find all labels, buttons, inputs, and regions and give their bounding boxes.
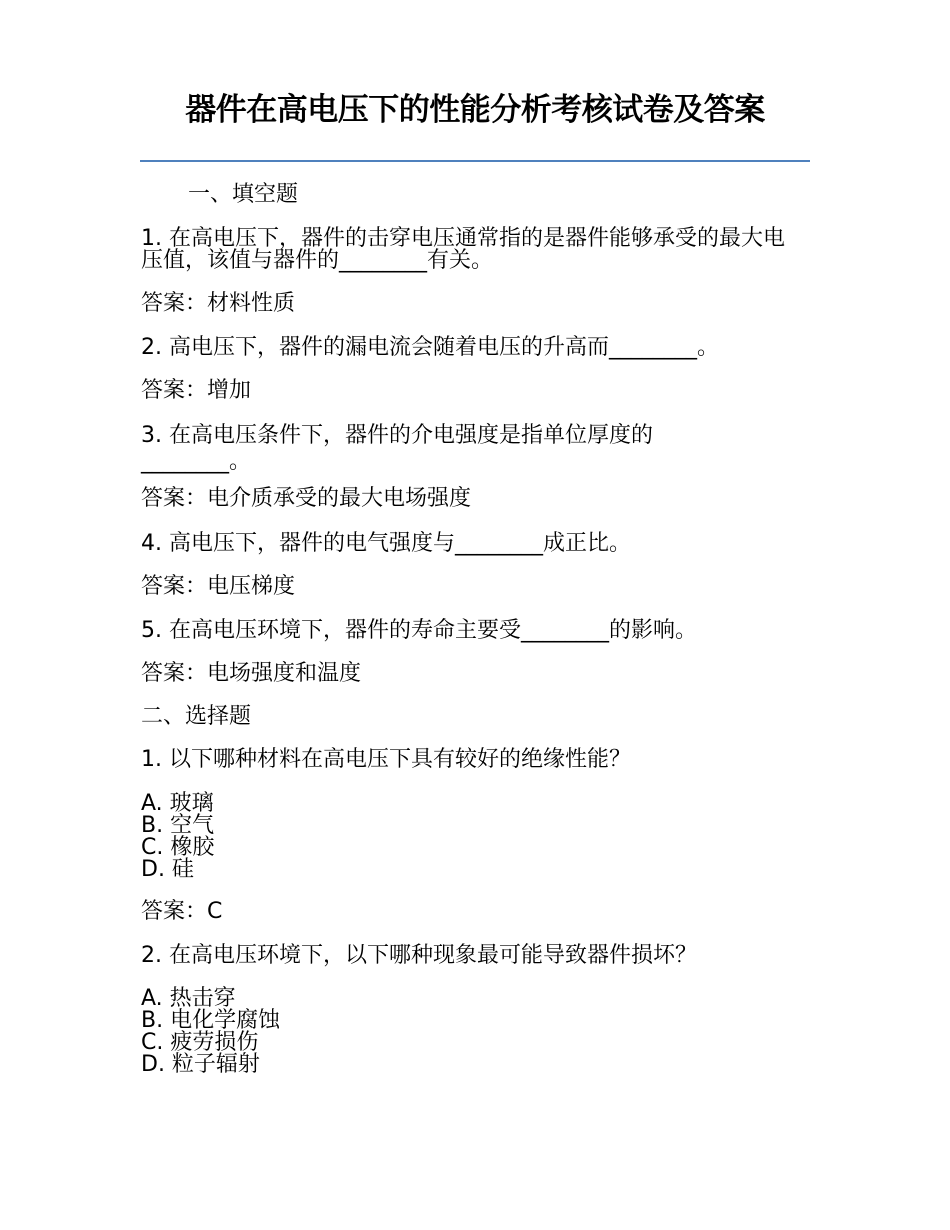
option-item: A. 玻璃 [141, 791, 214, 816]
answer-text: 答案：材料性质 [141, 291, 296, 316]
option-list [141, 988, 280, 1076]
option-item: A. 热击穿 [141, 986, 236, 1011]
section-heading-multiple-choice: 二、选择题 [141, 704, 252, 729]
option-item: B. 空气 [141, 813, 215, 838]
option-list [141, 793, 214, 881]
answer-text: 答案：增加 [141, 378, 252, 403]
question-text: 2. 在高电压环境下，以下哪种现象最可能导致器件损坏？ [141, 943, 697, 968]
option-item: B. 电化学腐蚀 [141, 1008, 281, 1033]
option-item: C. 橡胶 [141, 835, 215, 860]
question-text: 2. 高电压下，器件的漏电流会随着电压的升高而________。 [141, 335, 719, 360]
answer-text: 答案：电压梯度 [141, 574, 296, 599]
section-heading-fill-blank: 一、填空题 [188, 182, 299, 207]
answer-text: 答案：电介质承受的最大电场强度 [141, 486, 472, 511]
question-text: 4. 高电压下，器件的电气强度与________成正比。 [141, 531, 631, 556]
question-text: 1. 以下哪种材料在高电压下具有较好的绝缘性能？ [141, 747, 631, 772]
question-text: 3. 在高电压条件下，器件的介电强度是指单位厚度的________。 [141, 423, 653, 474]
answer-text: 答案：电场强度和温度 [141, 661, 362, 686]
option-item: D. 粒子辐射 [141, 1052, 260, 1077]
question-text: 5. 在高电压环境下，器件的寿命主要受________的影响。 [141, 618, 697, 643]
answer-text: 答案：C [141, 899, 223, 924]
question-text: 1. 在高电压下，器件的击穿电压通常指的是器件能够承受的最大电压值，该值与器件的________有关。 [141, 226, 785, 273]
title-underline [140, 160, 810, 162]
document-title: 器件在高电压下的性能分析考核试卷及答案 [185, 92, 765, 128]
option-item: C. 疲劳损伤 [141, 1030, 259, 1055]
option-item: D. 硅 [141, 857, 194, 882]
